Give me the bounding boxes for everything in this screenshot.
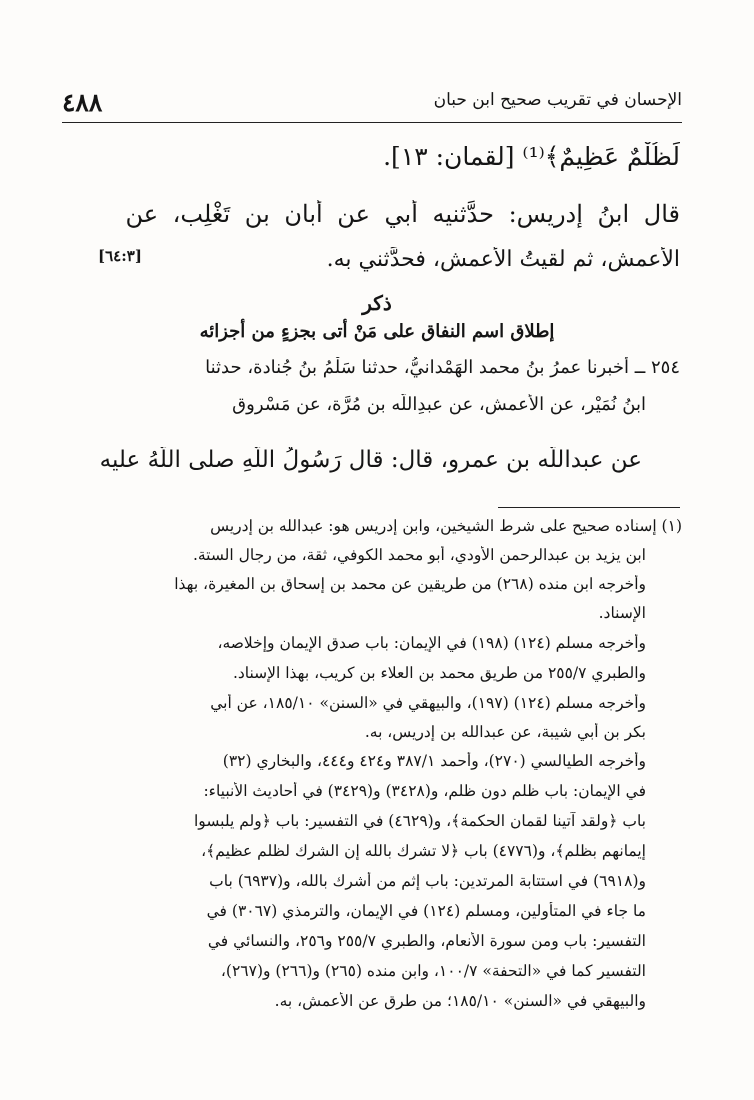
running-title: الإحسان في تقريب صحيح ابن حبان xyxy=(433,90,682,110)
paragraph-line-1: قال ابنُ إدريس: حدَّثنيه أبي عن أبان بن تَغْلِب، عن xyxy=(125,200,680,228)
verse-line: لَظُلْمٌ عَظِيمٌ﴾⁽¹⁾ [لقمان: ١٣]. xyxy=(383,142,680,171)
footnote-line: والطبري ٢٥٥/٧ من طريق محمد بن العلاء بن كريب، بهذا الإسناد. xyxy=(232,664,646,682)
footnote-line: ابن يزيد بن عبدالرحمن الأودي، أبو محمد الكوفي، ثقة، من رجال الستة. xyxy=(192,546,646,564)
footnote-line: وأخرجه مسلم (١٢٤) (١٩٧)، والبيهقي في «السنن» ١٨٥/١٠، عن أبي xyxy=(210,694,646,712)
footnote-line: إيمانهم بظلم﴾، و(٤٧٧٦) باب ﴿لا تشرك بالله إن الشرك لظلم عظيم﴾، xyxy=(201,842,646,860)
footnote-line: الإسناد. xyxy=(598,604,646,622)
footnote-line: بكر بن أبي شيبة، عن عبدالله بن إدريس، به. xyxy=(364,723,646,741)
footnote-line: في الإيمان: باب ظلم دون ظلم، و(٣٤٢٨) و(٣٤٢٩) في أحاديث الأنبياء: xyxy=(203,782,646,800)
footnote-line: وأخرجه ابن منده (٢٦٨) من طريقين عن محمد بن إسحاق بن المغيرة، بهذا xyxy=(174,575,646,593)
footnote-line: باب ﴿ولقد آتينا لقمان الحكمة﴾، و(٤٦٢٩) في التفسير: باب ﴿ولم يلبسوا xyxy=(194,812,646,830)
footnote-line: التفسير كما في «التحفة» ١٠٠/٧، وابن منده (٢٦٥) و(٢٦٦) و(٢٦٧)، xyxy=(220,962,646,980)
page-header xyxy=(62,88,682,124)
footnote-line: التفسير: باب ومن سورة الأنعام، والطبري ٢٥٥/٧ و٢٥٦، والنسائي في xyxy=(207,932,646,950)
footnote-line: وأخرجه مسلم (١٢٤) (١٩٨) في الإيمان: باب صدق الإيمان وإخلاصه، xyxy=(217,634,646,652)
reference-number: [٦٤:٣] xyxy=(98,247,142,265)
footnote-line: ما جاء في المتأولين، ومسلم (١٢٤) في الإيمان، والترمذي (٣٠٦٧) في xyxy=(206,902,646,920)
hadith-line-1: ٢٥٤ ــ أخبرنا عمرُ بنُ محمد الهَمْدانيُّ، حدثنا سَلْمُ بنُ جُنادة، حدثنا xyxy=(205,357,680,378)
footnote-line: و(٦٩١٨) في استتابة المرتدين: باب إثم من أشرك بالله، و(٦٩٣٧) باب xyxy=(209,872,646,890)
footnote-line: والبيهقي في «السنن» ١٨٥/١٠؛ من طرق عن الأعمش، به. xyxy=(274,992,646,1010)
footnote-line: (١) إسناده صحيح على شرط الشيخين، وابن إدريس هو: عبدالله بن إدريس xyxy=(210,517,682,535)
hadith-line-3: عن عبداللَّه بن عمرو، قال: قال رَسُولُ اللَّهِ صلى اللَّهُ عليه xyxy=(99,447,642,473)
section-heading-dhikr: ذكر xyxy=(362,291,392,315)
chapter-title: إطلاق اسم النفاق على مَنْ أتى بجزءٍ من أجزائه xyxy=(199,321,555,342)
header-rule xyxy=(62,122,682,123)
footnote-line: وأخرجه الطيالسي (٢٧٠)، وأحمد ٣٨٧/١ و٤٢٤ و٤٤٤، والبخاري (٣٢) xyxy=(222,752,646,770)
paragraph-line-2: الأعمش، ثم لقيتُ الأعمش، فحدَّثني به. xyxy=(326,247,680,272)
page-number: ٤٨٨ xyxy=(62,88,103,117)
hadith-line-2: ابنُ نُمَيْر، عن الأعمش، عن عبدِاللَّه بنِ مُرَّة، عن مَسْروق xyxy=(232,394,646,415)
footnote-rule xyxy=(498,507,680,508)
